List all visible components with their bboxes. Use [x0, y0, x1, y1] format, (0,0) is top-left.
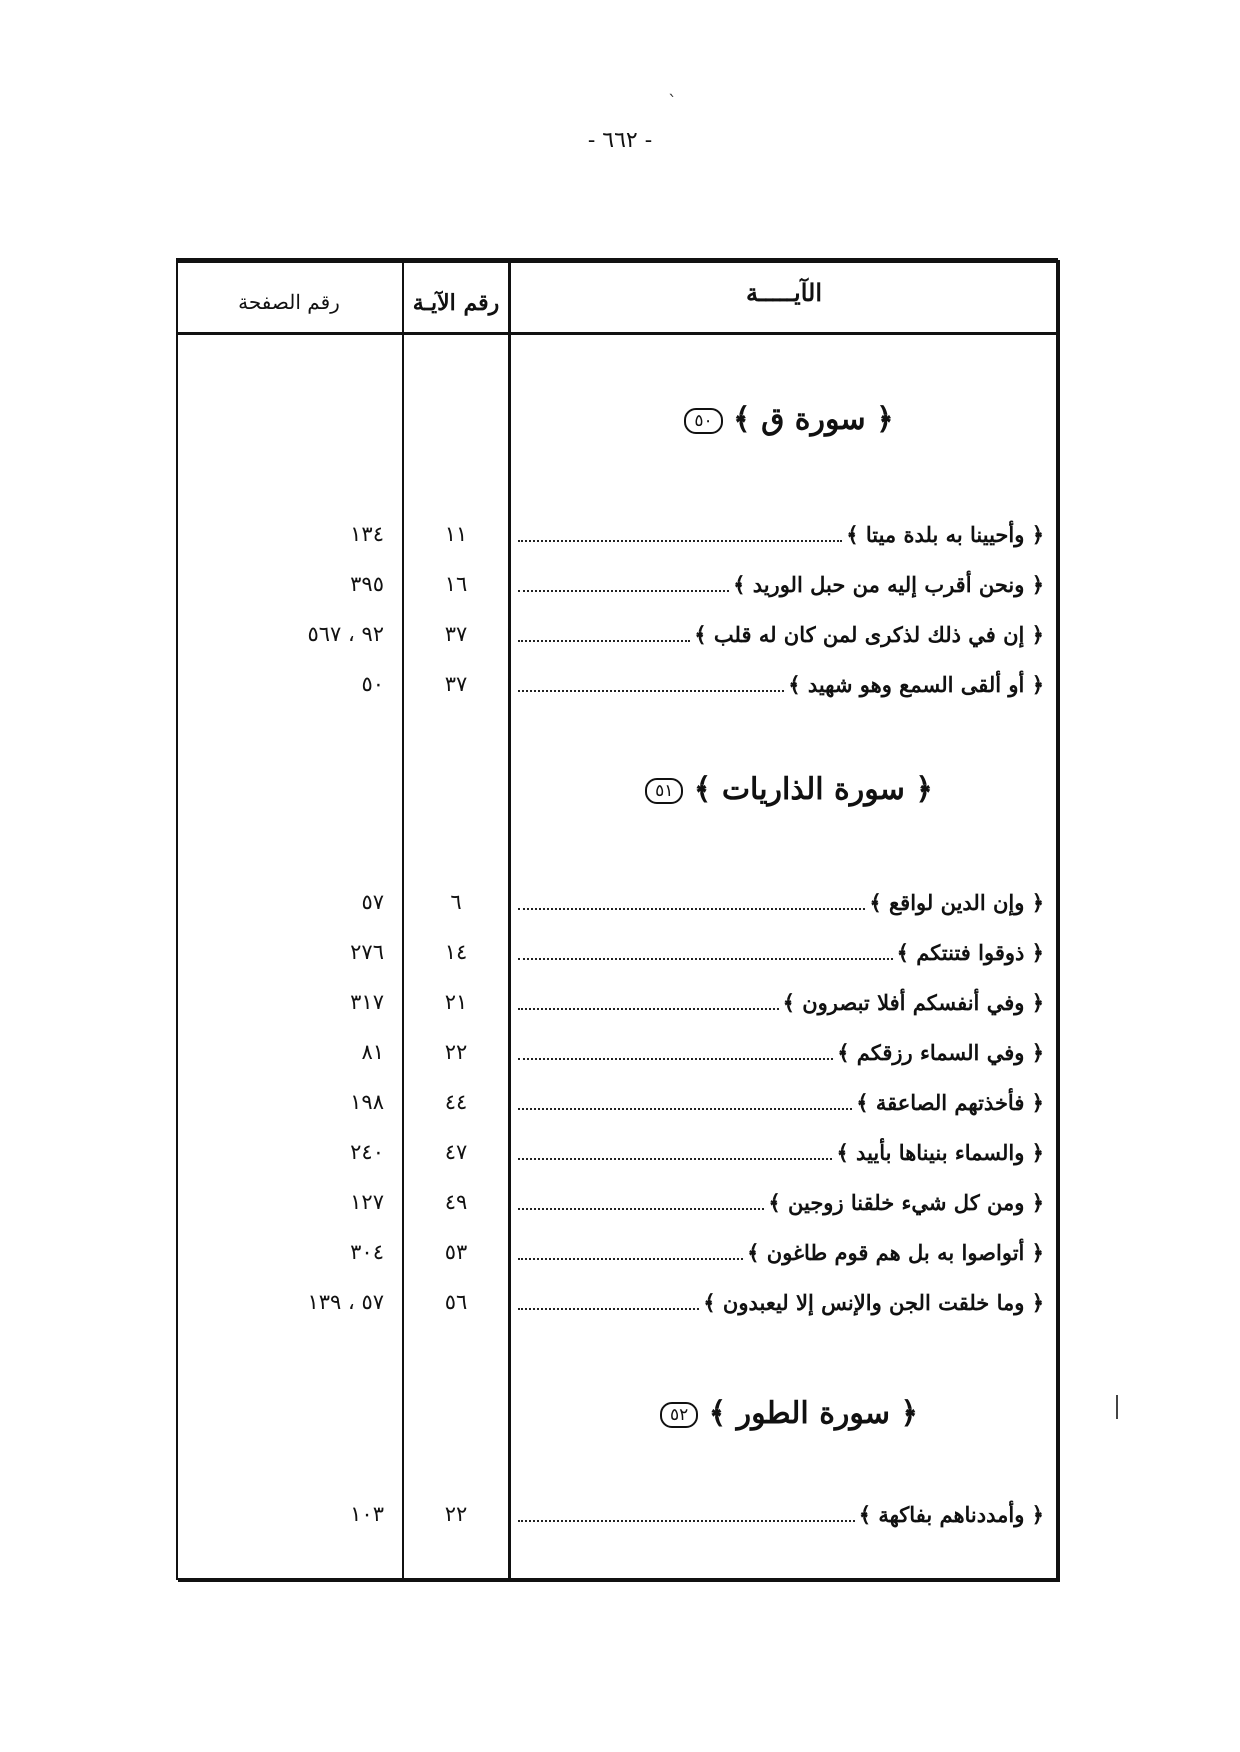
header-ayah-number: رقم الآيـة: [412, 290, 500, 316]
page-reference: ٥٠: [361, 672, 384, 696]
ayah-number: ١١: [444, 522, 468, 546]
ayah-text: ﴿ ذوقوا فتنتكم ﴾: [518, 940, 1044, 965]
table-row: [178, 1090, 1056, 1130]
page-reference: ٢٧٦: [350, 940, 384, 964]
ayah-number: ٥٣: [444, 1240, 468, 1264]
ayah-text: ﴿ أو ألقى السمع وهو شهيد ﴾: [518, 672, 1044, 697]
surah-heading: ﴿ سورة الذاريات ﴾ ٥١: [512, 772, 1056, 807]
table-row: [178, 1190, 1056, 1230]
table-row: [178, 940, 1056, 980]
table-row: [178, 522, 1056, 562]
page-number: - ٦٦٢ -: [587, 128, 653, 153]
ayah-text: ﴿ وأحيينا به بلدة ميتا ﴾: [518, 522, 1044, 547]
ayah-number: ٢١: [444, 990, 468, 1014]
stray-mark: `: [668, 92, 677, 113]
table-row: [178, 1290, 1056, 1330]
margin-mark: [1116, 1395, 1118, 1419]
table-row: [178, 1240, 1056, 1280]
ayah-number: ٦: [450, 890, 462, 914]
page-reference: ٩٢ ، ٥٦٧: [307, 622, 384, 646]
ayah-number: ٢٢: [444, 1040, 468, 1064]
ayah-text: ﴿ أتواصوا به بل هم قوم طاغون ﴾: [518, 1240, 1044, 1265]
surah-heading: ﴿ سورة الطور ﴾ ٥٢: [512, 1396, 1056, 1431]
ayah-number: ٥٦: [444, 1290, 468, 1314]
surah-number-badge: ٥١: [645, 778, 683, 804]
ayah-text: ﴿ ومن كل شيء خلقنا زوجين ﴾: [518, 1190, 1044, 1215]
page-reference: ١٠٣: [350, 1502, 384, 1526]
table-row: [178, 572, 1056, 612]
ayah-number: ٣٧: [444, 622, 468, 646]
ayah-number: ١٤: [444, 940, 468, 964]
table-row: [178, 1502, 1056, 1542]
page-reference: ٣٠٤: [350, 1240, 384, 1264]
page-reference: ٥٧: [361, 890, 384, 914]
page-reference: ٣١٧: [350, 990, 384, 1014]
ayah-text: ﴿ وفي السماء رزقكم ﴾: [518, 1040, 1044, 1065]
page-reference: ١٣٤: [350, 522, 384, 546]
page-reference: ٢٤٠: [350, 1140, 384, 1164]
ayah-text: ﴿ ونحن أقرب إليه من حبل الوريد ﴾: [518, 572, 1044, 597]
ayah-number: ٤٤: [444, 1090, 468, 1114]
surah-number-badge: ٥٢: [660, 1402, 698, 1428]
ayah-number: ٤٩: [444, 1190, 468, 1214]
ayah-text: ﴿ والسماء بنيناها بأييد ﴾: [518, 1140, 1044, 1165]
surah-number-badge: ٥٠: [684, 408, 722, 434]
header-page-number: رقم الصفحة: [238, 290, 340, 314]
ayah-text: ﴿ وإن الدين لواقع ﴾: [518, 890, 1044, 915]
page-reference: ١٩٨: [350, 1090, 384, 1114]
ayah-number: ٣٧: [444, 672, 468, 696]
ayah-number: ٤٧: [444, 1140, 468, 1164]
ayah-number: ٢٢: [444, 1502, 468, 1526]
page-reference: ٥٧ ، ١٣٩: [307, 1290, 384, 1314]
page-reference: ٣٩٥: [350, 572, 384, 596]
table-row: [178, 890, 1056, 930]
ayah-text: ﴿ وفي أنفسكم أفلا تبصرون ﴾: [518, 990, 1044, 1015]
header-ayah: الآيـــــة: [746, 278, 822, 307]
ayah-number: ١٦: [444, 572, 468, 596]
page-reference: ٨١: [361, 1040, 384, 1064]
ayah-text: ﴿ وأمددناهم بفاكهة ﴾: [518, 1502, 1044, 1527]
page-reference: ١٢٧: [350, 1190, 384, 1214]
ayah-text: ﴿ إن في ذلك لذكرى لمن كان له قلب ﴾: [518, 622, 1044, 647]
surah-heading: ﴿ سورة ق ﴾ ٥٠: [512, 402, 1056, 437]
ayah-text: ﴿ وما خلقت الجن والإنس إلا ليعبدون ﴾: [518, 1290, 1044, 1315]
table-row: [178, 622, 1056, 662]
ayah-text: ﴿ فأخذتهم الصاعقة ﴾: [518, 1090, 1044, 1115]
index-table: [176, 258, 1058, 1580]
table-row: [178, 990, 1056, 1030]
table-row: [178, 1140, 1056, 1180]
table-row: [178, 1040, 1056, 1080]
table-row: [178, 672, 1056, 712]
header-divider: [178, 332, 1056, 335]
